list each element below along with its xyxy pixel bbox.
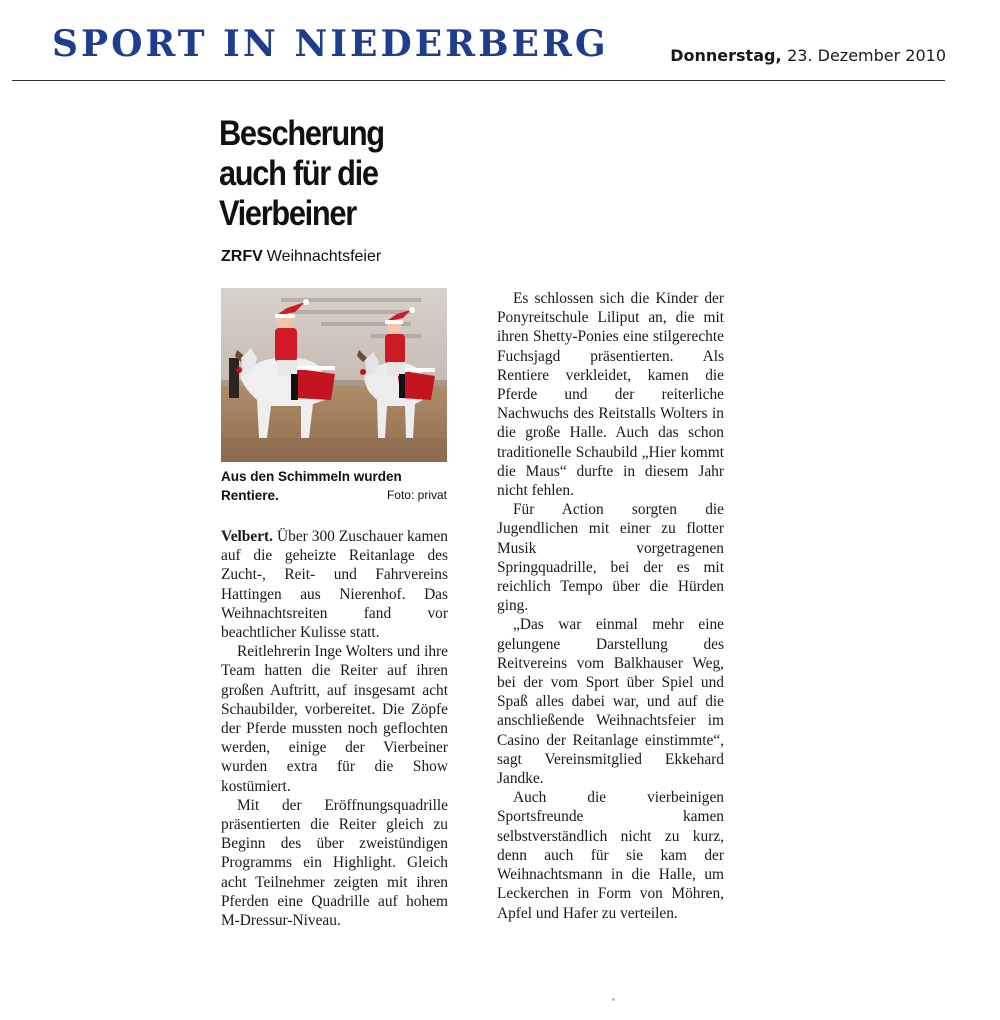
body-paragraph: Für Action sorgten die Jugendlichen mit einer zu flotter Musik vorgetragenen Springquadrille, bei der es mit reichlich Tempo über die Hürden ging. — [497, 501, 724, 615]
body-paragraph: Auch die vierbeinigen Sportsfreunde kamen selbstverständlich nicht zu kurz, denn auch für sie kam der Weihnachtsmann in die Halle, um Leckerchen in Form von Möhren, Apfel und Hafer zu verteilen. — [497, 789, 724, 922]
dateline: Velbert. — [221, 528, 274, 545]
headline-line: auch für die — [219, 154, 378, 193]
body-paragraph: Mit der Eröffnungsquadrille präsentierten die Reiter gleich zu Beginn des über zweistündigen Programms ein Highlight. Gleich acht Teilnehmer zeigten mit ihren Pferden eine Quadrille auf hohem M-Dressur-Niveau. — [221, 796, 448, 930]
paragraph-text: Über 300 Zuschauer kamen auf die geheizte Reitanlage des Zucht-, Reit- und Fahrvereins Hattingen aus Nierenhof. Das Weihnachtsreiten fand vor beachtlicher Kulisse statt. — [221, 528, 448, 642]
article-column-right — [497, 289, 724, 923]
article-kicker — [221, 248, 381, 266]
photo-caption — [221, 467, 447, 505]
publication-date — [670, 46, 946, 65]
kicker-text: Weihnachtsfeier — [266, 248, 382, 265]
article-column-left — [221, 527, 448, 930]
body-paragraph: „Das war einmal mehr eine gelungene Darstellung des Reitvereins vom Balkhauser Weg, bei der vom Sport über Spiel und Spaß alles dabei war, und auf die anschließende Weihnachtsfeier im Casino der Reitanlage einstimmte“, sagt Vereinsmitglied Ekkehard Jandke. — [497, 616, 724, 788]
photo-credit: Foto: privat — [386, 488, 447, 502]
kicker-label: ZRFV — [221, 248, 263, 265]
headline-line: Bescherung — [219, 114, 384, 153]
body-paragraph — [221, 527, 448, 642]
end-mark — [612, 998, 615, 1001]
body-paragraph: Reitlehrerin Inge Wolters und ihre Team hatten die Reiter auf ihren großen Auftritt, auf insgesamt acht Schaubilder, vorbereitet. Die Zöpfe der Pferde mussten noch geflochten werden, einige der Vierbeiner wurden extra für die Show kostümiert. — [221, 643, 448, 795]
caption-text: Aus den Schimmeln wurden Rentiere. — [221, 469, 402, 503]
header-divider — [12, 80, 945, 81]
date-weekday: Donnerstag, — [670, 46, 782, 65]
body-paragraph: Es schlossen sich die Kinder der Ponyreitschule Liliput an, die mit ihren Shetty-Ponies eine stilgerechte Fuchsjagd präsentierten. Als Rentiere verkleidet, kamen die Pferde und der reiterliche Nachwuchs des Reitstalls Wolters in die große Halle. Auch das schon traditionelle Schaubild „Hier kommt die Maus“ durfte in diesem Jahr nicht fehlen. — [497, 290, 724, 500]
article-headline — [219, 114, 448, 234]
date-rest: 23. Dezember 2010 — [787, 46, 946, 65]
masthead-title: SPORT IN NIEDERBERG — [52, 23, 609, 65]
headline-line: Vierbeiner — [219, 194, 356, 233]
horses-in-santa-costumes-photo — [221, 288, 447, 462]
